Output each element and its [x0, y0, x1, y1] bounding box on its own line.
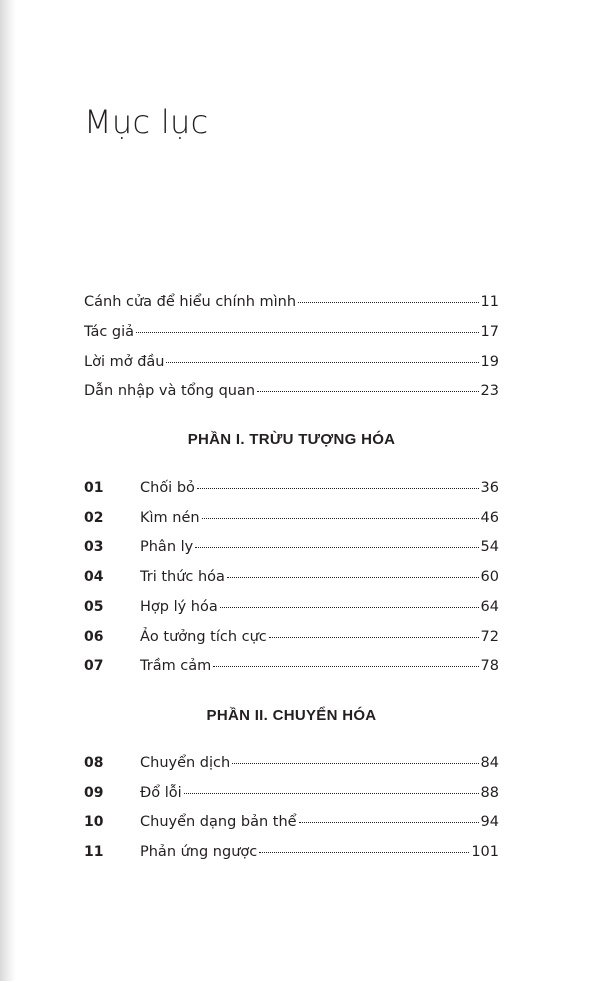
toc-entry-chapter-02[interactable]: [84, 507, 499, 529]
toc-entry-page: 17: [480, 324, 499, 340]
chapter-number: 11: [84, 844, 104, 860]
dot-leader: [299, 822, 479, 823]
toc-entry-page: 54: [480, 539, 499, 555]
toc-entry-label: Tri thức hóa: [140, 569, 225, 585]
toc-entry-label: Cánh cửa để hiểu chính mình: [84, 294, 297, 310]
toc-entry-chapter-06[interactable]: [84, 626, 499, 648]
toc-entry-label: Chuyển dịch: [140, 755, 231, 771]
part-heading-2: PHẦN II. CHUYỂN HÓA: [206, 707, 377, 724]
toc-entry-page: 94: [480, 814, 499, 830]
dot-leader: [227, 577, 479, 578]
dot-leader: [195, 547, 478, 548]
chapter-number: 04: [84, 569, 104, 585]
toc-entry-page: 60: [480, 569, 499, 585]
dot-leader: [197, 488, 479, 489]
toc-entry-page: 23: [480, 383, 499, 399]
chapter-number: 05: [84, 599, 104, 615]
toc-entry-label: Dẫn nhập và tổng quan: [84, 383, 256, 399]
chapter-number: 07: [84, 658, 104, 674]
toc-entry-page: 101: [471, 844, 499, 860]
page-title: Mục lục: [84, 103, 209, 141]
chapter-number: 01: [84, 480, 104, 496]
dot-leader: [298, 302, 479, 303]
toc-entry-label: Tác giả: [84, 324, 135, 340]
toc-entry-chapter-10[interactable]: [84, 811, 499, 833]
toc-entry-page: 78: [480, 658, 499, 674]
toc-entry-front-3[interactable]: [84, 351, 499, 373]
toc-entry-label: Kìm nén: [140, 510, 200, 526]
dot-leader: [232, 763, 478, 764]
part-heading-1: PHẦN I. TRỪU TƯỢNG HÓA: [187, 431, 396, 448]
page-edge-shadow: [0, 0, 16, 981]
chapter-number: 03: [84, 539, 104, 555]
dot-leader: [259, 852, 469, 853]
toc-entry-label: Phản ứng ngược: [140, 844, 258, 860]
toc-entry-page: 11: [480, 294, 499, 310]
dot-leader: [220, 607, 479, 608]
toc-entry-label: Chuyển dạng bản thể: [140, 814, 297, 830]
toc-entry-chapter-03[interactable]: [84, 536, 499, 558]
toc-entry-front-1[interactable]: [84, 291, 499, 313]
toc-entry-chapter-01[interactable]: [84, 477, 499, 499]
toc-entry-chapter-09[interactable]: [84, 782, 499, 804]
toc-entry-page: 36: [480, 480, 499, 496]
toc-entry-label: Lời mở đầu: [84, 354, 165, 370]
toc-entry-page: 88: [480, 785, 499, 801]
chapter-number: 08: [84, 755, 104, 771]
toc-entry-front-4[interactable]: [84, 380, 499, 402]
toc-entry-page: 64: [480, 599, 499, 615]
toc-entry-chapter-04[interactable]: [84, 566, 499, 588]
toc-entry-label: Trầm cảm: [140, 658, 212, 674]
toc-entry-page: 72: [480, 629, 499, 645]
toc-entry-label: Đổ lỗi: [140, 785, 182, 801]
toc-entry-label: Hợp lý hóa: [140, 599, 218, 615]
dot-leader: [202, 518, 479, 519]
dot-leader: [269, 637, 479, 638]
chapter-number: 06: [84, 629, 104, 645]
toc-entry-page: 84: [480, 755, 499, 771]
toc-entry-chapter-11[interactable]: [84, 841, 499, 863]
toc-entry-label: Phân ly: [140, 539, 194, 555]
dot-leader: [136, 332, 479, 333]
chapter-number: 02: [84, 510, 104, 526]
toc-entry-chapter-08[interactable]: [84, 752, 499, 774]
chapter-number: 09: [84, 785, 104, 801]
dot-leader: [213, 666, 478, 667]
dot-leader: [166, 362, 478, 363]
toc-entry-chapter-07[interactable]: [84, 655, 499, 677]
toc-entry-page: 46: [480, 510, 499, 526]
toc-entry-page: 19: [480, 354, 499, 370]
chapter-number: 10: [84, 814, 104, 830]
dot-leader: [257, 391, 479, 392]
toc-entry-chapter-05[interactable]: [84, 596, 499, 618]
toc-entry-label: Ảo tưởng tích cực: [140, 629, 267, 645]
dot-leader: [184, 793, 479, 794]
toc-entry-label: Chối bỏ: [140, 480, 195, 496]
toc-entry-front-2[interactable]: [84, 321, 499, 343]
